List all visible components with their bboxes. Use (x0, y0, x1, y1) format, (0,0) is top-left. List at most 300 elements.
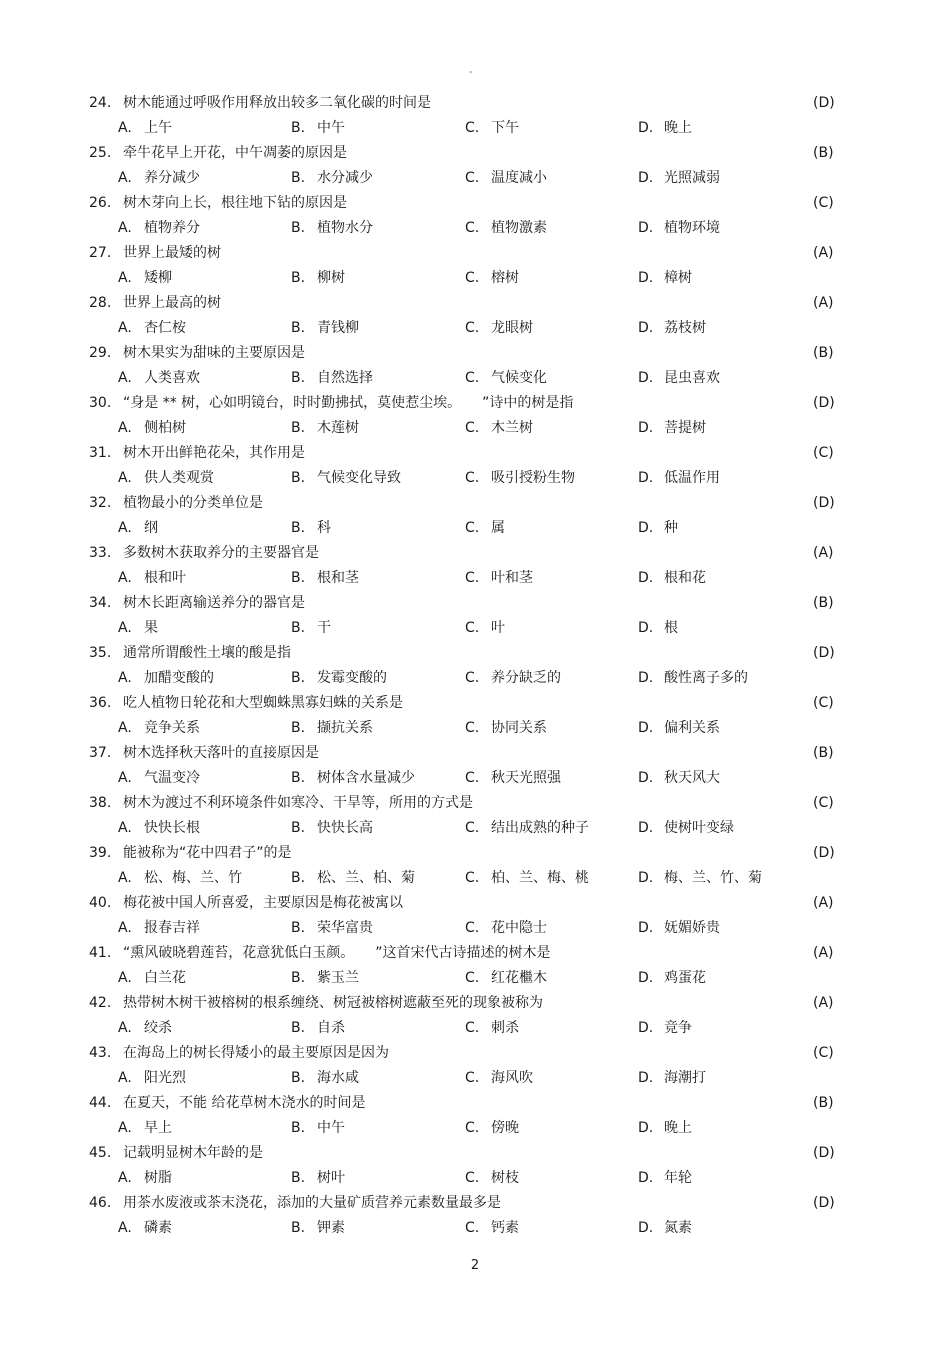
option-letter: D. (638, 1020, 654, 1036)
options-row (0, 1165, 950, 1191)
question-number: 45. (89, 1145, 112, 1161)
question-stem (0, 590, 950, 616)
question-answer: (B) (813, 145, 834, 161)
question-text: 用茶水废液或茶末浇花，添加的大量矿质营养元素数量最多是 (123, 1195, 501, 1211)
option-letter: B. (291, 770, 306, 786)
question-item (0, 640, 950, 690)
option-letter: D. (638, 1070, 654, 1086)
option-text: 供人类观赏 (144, 470, 214, 486)
option-d (638, 1065, 706, 1091)
options-row (0, 765, 950, 791)
option-letter: B. (291, 120, 306, 136)
option-letter: D. (638, 420, 654, 436)
option-a (118, 515, 158, 541)
option-b (291, 115, 345, 141)
question-answer: (C) (813, 195, 834, 211)
option-letter: B. (291, 220, 306, 236)
question-text: 能被称为“花中四君子”的是 (123, 845, 292, 861)
option-text: 杏仁桉 (144, 320, 186, 336)
option-text: 白兰花 (144, 970, 186, 986)
option-letter: A. (118, 470, 132, 486)
option-letter: B. (291, 720, 306, 736)
option-c (465, 915, 547, 941)
question-number: 31. (89, 445, 112, 461)
option-text: 水分减少 (317, 170, 373, 186)
option-b (291, 465, 401, 491)
option-c (465, 1215, 519, 1241)
options-row (0, 715, 950, 741)
option-text: 植物激素 (491, 220, 547, 236)
option-text: 昆虫喜欢 (664, 370, 720, 386)
options-row (0, 565, 950, 591)
option-letter: B. (291, 820, 306, 836)
question-stem (0, 140, 950, 166)
option-letter: D. (638, 720, 654, 736)
option-a (118, 1115, 172, 1141)
question-answer: (A) (813, 245, 834, 261)
option-letter: A. (118, 1020, 132, 1036)
option-letter: B. (291, 1220, 306, 1236)
option-text: 荔枝树 (664, 320, 706, 336)
question-number: 40. (89, 895, 112, 911)
option-d (638, 615, 678, 641)
option-letter: C. (465, 620, 480, 636)
option-letter: C. (465, 1070, 480, 1086)
option-letter: A. (118, 770, 132, 786)
option-d (638, 365, 720, 391)
option-text: 妩媚娇贵 (664, 920, 720, 936)
option-d (638, 415, 706, 441)
option-text: 刺杀 (491, 1020, 519, 1036)
option-text: 下午 (491, 120, 519, 136)
page-number: 2 (470, 1258, 480, 1273)
option-text: 气候变化 (491, 370, 547, 386)
option-text: 花中隐士 (491, 920, 547, 936)
options-row (0, 1065, 950, 1091)
option-text: 松、兰、柏、菊 (317, 870, 415, 886)
option-d (638, 865, 762, 891)
option-text: 上午 (144, 120, 172, 136)
option-text: 结出成熟的种子 (491, 820, 589, 836)
option-letter: A. (118, 1120, 132, 1136)
option-letter: D. (638, 270, 654, 286)
option-letter: A. (118, 720, 132, 736)
option-letter: A. (118, 120, 132, 136)
option-text: 氮素 (664, 1220, 692, 1236)
option-letter: D. (638, 320, 654, 336)
option-letter: B. (291, 320, 306, 336)
question-item (0, 440, 950, 490)
question-text: 梅花被中国人所喜爱，主要原因是梅花被寓以 (123, 895, 403, 911)
option-d (638, 1115, 692, 1141)
option-text: 果 (144, 620, 158, 636)
option-letter: B. (291, 270, 306, 286)
option-a (118, 1015, 172, 1041)
question-stem (0, 990, 950, 1016)
option-b (291, 965, 359, 991)
option-text: 根和叶 (144, 570, 186, 586)
option-text: 青钱柳 (317, 320, 359, 336)
option-text: 温度减小 (491, 170, 547, 186)
question-item (0, 690, 950, 740)
question-answer: (C) (813, 695, 834, 711)
option-letter: A. (118, 620, 132, 636)
question-item (0, 1190, 950, 1240)
option-letter: A. (118, 320, 132, 336)
option-b (291, 865, 415, 891)
option-letter: C. (465, 1170, 480, 1186)
option-d (638, 1165, 692, 1191)
question-stem (0, 440, 950, 466)
option-c (465, 1015, 519, 1041)
option-letter: B. (291, 520, 306, 536)
option-text: 撷抗关系 (317, 720, 373, 736)
option-a (118, 215, 200, 241)
options-row (0, 615, 950, 641)
option-b (291, 315, 359, 341)
question-text: 通常所谓酸性土壤的酸是指 (123, 645, 291, 661)
option-text: 快快长高 (317, 820, 373, 836)
option-c (465, 815, 589, 841)
option-text: 侧柏树 (144, 420, 186, 436)
option-c (465, 115, 519, 141)
option-d (638, 315, 706, 341)
question-stem (0, 740, 950, 766)
question-stem (0, 840, 950, 866)
question-stem (0, 340, 950, 366)
option-letter: A. (118, 670, 132, 686)
option-a (118, 565, 186, 591)
question-text: 树木为渡过不利环境条件如寒冷、干旱等，所用的方式是 (123, 795, 473, 811)
question-item (0, 190, 950, 240)
option-text: 矮柳 (144, 270, 172, 286)
question-stem (0, 490, 950, 516)
option-a (118, 665, 214, 691)
option-letter: C. (465, 170, 480, 186)
options-row (0, 865, 950, 891)
option-letter: D. (638, 770, 654, 786)
question-number: 41. (89, 945, 112, 961)
option-c (465, 715, 547, 741)
question-text: 树木选择秋天落叶的直接原因是 (123, 745, 319, 761)
option-text: 光照减弱 (664, 170, 720, 186)
question-answer: (A) (813, 295, 834, 311)
option-text: 叶和茎 (491, 570, 533, 586)
question-number: 36. (89, 695, 112, 711)
question-stem (0, 540, 950, 566)
question-answer: (C) (813, 445, 834, 461)
option-text: 根和花 (664, 570, 706, 586)
options-row (0, 915, 950, 941)
option-text: 竞争关系 (144, 720, 200, 736)
question-answer: (C) (813, 795, 834, 811)
question-text: 牵牛花早上开花，中午凋萎的原因是 (123, 145, 347, 161)
option-text: 荣华富贵 (317, 920, 373, 936)
option-letter: A. (118, 970, 132, 986)
option-letter: A. (118, 570, 132, 586)
question-item (0, 940, 950, 990)
option-letter: A. (118, 370, 132, 386)
option-b (291, 565, 359, 591)
option-letter: B. (291, 570, 306, 586)
question-text: 记载明显树木年龄的是 (123, 1145, 263, 1161)
option-letter: C. (465, 770, 480, 786)
option-text: 气温变冷 (144, 770, 200, 786)
option-text: 干 (317, 620, 331, 636)
question-item (0, 740, 950, 790)
option-a (118, 315, 186, 341)
option-text: 纲 (144, 520, 158, 536)
option-d (638, 765, 720, 791)
option-c (465, 215, 547, 241)
option-text: 中午 (317, 120, 345, 136)
question-number: 43. (89, 1045, 112, 1061)
option-letter: C. (465, 570, 480, 586)
question-text: 世界上最高的树 (123, 295, 221, 311)
question-text: “熏风破晓碧莲苔，花意犹低白玉颜。 ”这首宋代古诗描述的树木是 (123, 945, 551, 961)
option-text: 吸引授粉生物 (491, 470, 575, 486)
options-row (0, 165, 950, 191)
option-text: 树脂 (144, 1170, 172, 1186)
option-text: 钙素 (491, 1220, 519, 1236)
question-number: 25. (89, 145, 112, 161)
option-text: 树叶 (317, 1170, 345, 1186)
option-c (465, 565, 533, 591)
option-b (291, 265, 345, 291)
option-text: 根和茎 (317, 570, 359, 586)
option-text: 晚上 (664, 1120, 692, 1136)
option-b (291, 1115, 345, 1141)
option-text: 松、梅、兰、竹 (144, 870, 242, 886)
option-a (118, 865, 242, 891)
option-c (465, 765, 561, 791)
option-text: 海潮打 (664, 1070, 706, 1086)
option-b (291, 415, 359, 441)
option-d (638, 715, 720, 741)
option-text: 酸性离子多的 (664, 670, 748, 686)
option-text: 木莲树 (317, 420, 359, 436)
option-letter: D. (638, 220, 654, 236)
question-item (0, 390, 950, 440)
option-c (465, 415, 533, 441)
option-letter: D. (638, 370, 654, 386)
option-d (638, 1015, 692, 1041)
option-letter: D. (638, 1220, 654, 1236)
option-letter: D. (638, 470, 654, 486)
option-c (465, 965, 547, 991)
question-answer: (B) (813, 1095, 834, 1111)
option-c (465, 315, 533, 341)
option-d (638, 965, 706, 991)
option-a (118, 765, 200, 791)
option-letter: A. (118, 220, 132, 236)
option-letter: C. (465, 870, 480, 886)
option-text: 晚上 (664, 120, 692, 136)
question-answer: (D) (813, 95, 835, 111)
question-number: 33. (89, 545, 112, 561)
option-d (638, 465, 720, 491)
option-text: 偏利关系 (664, 720, 720, 736)
options-row (0, 1015, 950, 1041)
question-item (0, 240, 950, 290)
option-text: 竞争 (664, 1020, 692, 1036)
option-text: 加醋变酸的 (144, 670, 214, 686)
option-c (465, 865, 589, 891)
question-answer: (B) (813, 745, 834, 761)
option-letter: B. (291, 620, 306, 636)
option-text: 使树叶变绿 (664, 820, 734, 836)
option-text: 樟树 (664, 270, 692, 286)
option-c (465, 615, 505, 641)
question-list (0, 90, 950, 1240)
question-number: 29. (89, 345, 112, 361)
option-d (638, 165, 720, 191)
option-b (291, 765, 415, 791)
option-letter: B. (291, 1170, 306, 1186)
question-answer: (A) (813, 895, 834, 911)
question-number: 39. (89, 845, 112, 861)
question-answer: (A) (813, 545, 834, 561)
option-b (291, 1015, 345, 1041)
question-answer: (B) (813, 345, 834, 361)
option-a (118, 265, 172, 291)
option-d (638, 115, 692, 141)
question-number: 44. (89, 1095, 112, 1111)
option-letter: D. (638, 170, 654, 186)
option-text: 自杀 (317, 1020, 345, 1036)
options-row (0, 115, 950, 141)
question-answer: (D) (813, 845, 835, 861)
option-text: 叶 (491, 620, 505, 636)
question-text: 多数树木获取养分的主要器官是 (123, 545, 319, 561)
option-letter: B. (291, 670, 306, 686)
option-letter: B. (291, 470, 306, 486)
options-row (0, 415, 950, 441)
question-item (0, 590, 950, 640)
option-c (465, 365, 547, 391)
options-row (0, 665, 950, 691)
question-answer: (C) (813, 1045, 834, 1061)
options-row (0, 365, 950, 391)
question-text: 树木能通过呼吸作用释放出较多二氧化碳的时间是 (123, 95, 431, 111)
option-b (291, 165, 373, 191)
question-number: 37. (89, 745, 112, 761)
question-item (0, 990, 950, 1040)
option-letter: C. (465, 420, 480, 436)
option-letter: D. (638, 920, 654, 936)
option-letter: C. (465, 720, 480, 736)
option-letter: B. (291, 420, 306, 436)
options-row (0, 215, 950, 241)
option-b (291, 665, 387, 691)
option-a (118, 1215, 172, 1241)
option-text: 气候变化导致 (317, 470, 401, 486)
option-b (291, 615, 331, 641)
option-a (118, 715, 200, 741)
option-letter: D. (638, 620, 654, 636)
option-text: 榕树 (491, 270, 519, 286)
option-text: 中午 (317, 1120, 345, 1136)
option-letter: C. (465, 320, 480, 336)
option-letter: C. (465, 220, 480, 236)
option-b (291, 715, 373, 741)
question-stem (0, 690, 950, 716)
option-c (465, 665, 561, 691)
question-answer: (D) (813, 1145, 835, 1161)
option-text: 绞杀 (144, 1020, 172, 1036)
option-b (291, 1165, 345, 1191)
option-a (118, 815, 200, 841)
option-b (291, 915, 373, 941)
option-a (118, 1065, 186, 1091)
option-letter: D. (638, 1120, 654, 1136)
option-letter: A. (118, 1220, 132, 1236)
option-letter: A. (118, 1170, 132, 1186)
option-letter: C. (465, 120, 480, 136)
option-d (638, 265, 692, 291)
option-c (465, 1115, 519, 1141)
question-text: 在海岛上的树长得矮小的最主要原因是因为 (123, 1045, 389, 1061)
option-letter: A. (118, 1070, 132, 1086)
question-stem (0, 890, 950, 916)
option-text: 菩提树 (664, 420, 706, 436)
option-c (465, 1165, 519, 1191)
option-text: 树枝 (491, 1170, 519, 1186)
option-text: 海水咸 (317, 1070, 359, 1086)
option-letter: B. (291, 170, 306, 186)
option-text: 秋天风大 (664, 770, 720, 786)
question-text: 树木芽向上长，根往地下钻的原因是 (123, 195, 347, 211)
option-letter: B. (291, 1020, 306, 1036)
option-text: 钾素 (317, 1220, 345, 1236)
question-answer: (A) (813, 995, 834, 1011)
question-item (0, 840, 950, 890)
question-number: 42. (89, 995, 112, 1011)
option-text: 植物养分 (144, 220, 200, 236)
option-letter: B. (291, 1070, 306, 1086)
question-text: 树木果实为甜味的主要原因是 (123, 345, 305, 361)
option-text: 养分减少 (144, 170, 200, 186)
question-number: 28. (89, 295, 112, 311)
option-c (465, 515, 505, 541)
option-letter: A. (118, 520, 132, 536)
option-letter: D. (638, 570, 654, 586)
question-number: 46. (89, 1195, 112, 1211)
options-row (0, 515, 950, 541)
option-letter: C. (465, 1220, 480, 1236)
question-stem (0, 640, 950, 666)
option-letter: C. (465, 1020, 480, 1036)
question-stem (0, 1040, 950, 1066)
option-a (118, 365, 200, 391)
option-text: 柳树 (317, 270, 345, 286)
option-letter: D. (638, 670, 654, 686)
option-letter: C. (465, 270, 480, 286)
option-d (638, 215, 720, 241)
option-d (638, 515, 678, 541)
question-item (0, 790, 950, 840)
option-text: 傍晚 (491, 1120, 519, 1136)
option-text: 梅、兰、竹、菊 (664, 870, 762, 886)
option-letter: B. (291, 870, 306, 886)
question-number: 38. (89, 795, 112, 811)
question-stem (0, 290, 950, 316)
option-b (291, 515, 331, 541)
question-item (0, 540, 950, 590)
question-text: “身是 ** 树，心如明镜台，时时勤拂拭，莫使惹尘埃。 ”诗中的树是指 (123, 395, 574, 411)
option-b (291, 215, 373, 241)
option-text: 鸡蛋花 (664, 970, 706, 986)
